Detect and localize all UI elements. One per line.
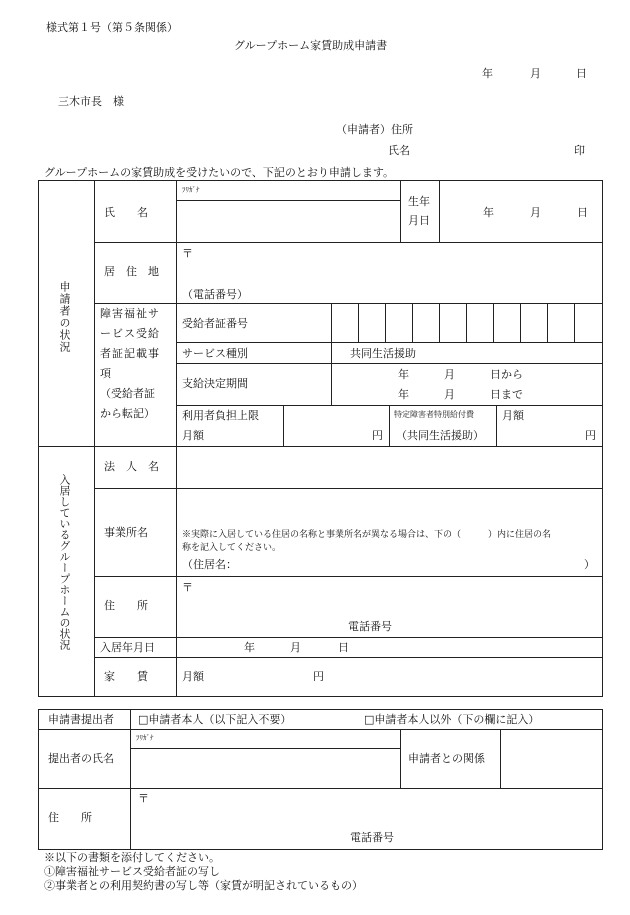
cert-label-1: 障害福祉サ bbox=[100, 307, 160, 320]
limit-label-2: 月額 bbox=[182, 429, 204, 442]
name-label: 氏 名 bbox=[104, 206, 148, 219]
postal-mark: 〒 bbox=[182, 247, 193, 260]
cert-label-5: （受給者証 bbox=[100, 387, 155, 400]
gh-postal-mark: 〒 bbox=[182, 581, 193, 594]
submitter-postal-mark: 〒 bbox=[138, 792, 149, 805]
note-line-2: ①障害福祉サービス受給者証の写し bbox=[44, 865, 220, 878]
gh-address-label: 住 所 bbox=[104, 599, 148, 612]
rent-label: 家 賃 bbox=[104, 670, 148, 683]
residence-label: 居 住 地 bbox=[104, 265, 159, 278]
period-from-day: 日から bbox=[490, 368, 523, 381]
cert-label-6: から転記） bbox=[100, 407, 155, 420]
submitter-option-other-checkbox[interactable]: □申請者本人以外（下の欄に記入） bbox=[364, 713, 540, 726]
office-note-2: 称を記入してください。 bbox=[182, 543, 282, 553]
rent-monthly: 月額 bbox=[182, 670, 204, 683]
form-number: 様式第１号（第５条関係） bbox=[46, 21, 178, 34]
cert-label-4: 項 bbox=[100, 367, 111, 380]
special-label-1: 特定障害者特別給付費 bbox=[394, 410, 474, 419]
office-label: 事業所名 bbox=[104, 526, 148, 539]
birth-label-2: 月日 bbox=[408, 214, 430, 227]
phone-paren: （電話番号） bbox=[182, 288, 248, 301]
special-label-2: （共同生活援助） bbox=[396, 429, 484, 442]
section-grouphome-label: 入居しているグループホームの状況 bbox=[58, 474, 71, 650]
relation-label: 申請者との関係 bbox=[408, 752, 485, 765]
cert-label-3: 者証記載事 bbox=[100, 347, 160, 360]
special-monthly: 月額 bbox=[502, 409, 524, 422]
note-line-3: ②事業者との利用契約書の写し等（家賃が明記されているもの） bbox=[44, 879, 363, 892]
submitter-address-label: 住 所 bbox=[48, 811, 92, 824]
furigana-label: ﾌﾘｶﾞﾅ bbox=[182, 186, 200, 194]
move-in-year: 年 bbox=[244, 641, 255, 654]
birth-month: 月 bbox=[530, 206, 541, 219]
date-day-label: 日 bbox=[576, 67, 587, 80]
corp-label: 法 人 名 bbox=[104, 460, 159, 473]
limit-yen: 円 bbox=[372, 429, 383, 442]
submitter-furigana-label: ﾌﾘｶﾞﾅ bbox=[136, 734, 154, 742]
cert-label-2: ービス受給 bbox=[100, 327, 160, 340]
addressee: 三木市長 様 bbox=[58, 95, 124, 108]
period-to-day: 日まで bbox=[490, 388, 523, 401]
move-in-month: 月 bbox=[290, 641, 301, 654]
period-from-month: 月 bbox=[444, 368, 455, 381]
period-to-year: 年 bbox=[398, 388, 409, 401]
intro-text: グループホームの家賃助成を受けたいので、下記のとおり申請します。 bbox=[44, 166, 395, 179]
period-from-year: 年 bbox=[398, 368, 409, 381]
submitter-label: 申請書提出者 bbox=[48, 713, 114, 726]
submitter-phone-label: 電話番号 bbox=[350, 831, 394, 844]
submitter-option-self-checkbox[interactable]: □申請者本人（以下記入不要） bbox=[138, 713, 292, 726]
seal-label: 印 bbox=[574, 144, 585, 157]
birth-label-1: 生年 bbox=[408, 195, 430, 208]
cert-number-label: 受給者証番号 bbox=[182, 317, 248, 330]
move-in-label: 入居年月日 bbox=[100, 641, 155, 654]
date-year-label: 年 bbox=[482, 67, 493, 80]
date-month-label: 月 bbox=[530, 67, 541, 80]
note-line-1: ※以下の書類を添付してください。 bbox=[44, 851, 220, 864]
section-applicant-label: 申請者の状況 bbox=[58, 281, 71, 353]
residence-close-paren: ） bbox=[584, 558, 595, 571]
submitter-name-label: 提出者の氏名 bbox=[48, 752, 114, 765]
birth-year: 年 bbox=[483, 206, 494, 219]
residence-name: （住居名： bbox=[182, 558, 237, 571]
applicant-address-label: （申請者）住所 bbox=[336, 123, 413, 136]
applicant-name-label: 氏名 bbox=[388, 144, 410, 157]
special-yen: 円 bbox=[585, 429, 596, 442]
birth-day: 日 bbox=[577, 206, 588, 219]
move-in-day: 日 bbox=[338, 641, 349, 654]
period-label: 支給決定期間 bbox=[182, 377, 248, 390]
rent-yen: 円 bbox=[313, 670, 324, 683]
service-type-value: 共同生活援助 bbox=[350, 347, 416, 360]
limit-label-1: 利用者負担上限 bbox=[182, 409, 259, 422]
service-type-label: サービス種別 bbox=[182, 347, 248, 360]
gh-phone-label: 電話番号 bbox=[348, 620, 392, 633]
page-title: グループホーム家賃助成申請書 bbox=[234, 39, 388, 52]
period-to-month: 月 bbox=[444, 388, 455, 401]
office-note-1: ※実際に入居している住居の名称と事業所名が異なる場合は、下の（ ）内に住居の名 bbox=[182, 530, 552, 540]
